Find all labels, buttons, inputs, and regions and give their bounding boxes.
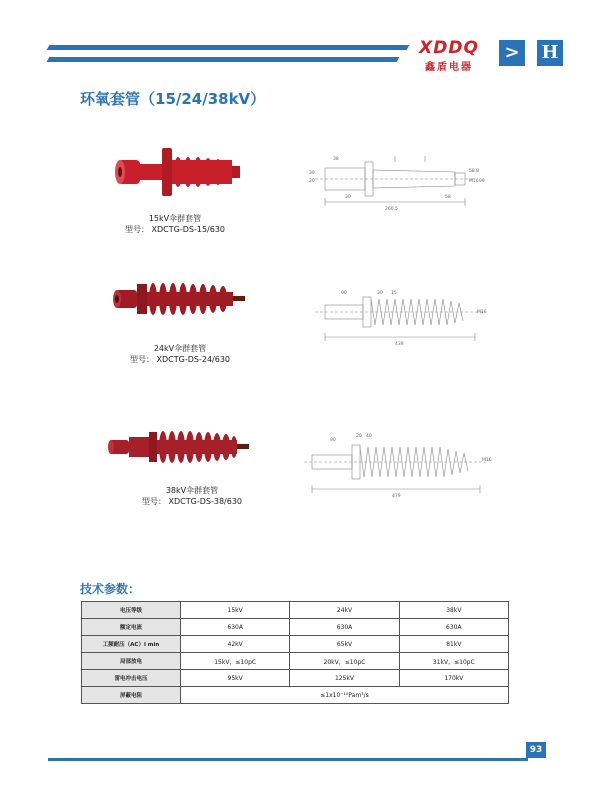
dim-label: 260.5 (385, 207, 398, 212)
table-cell: ≤1x10⁻¹⁰Pam³/s (181, 687, 509, 704)
table-cell: 630A (290, 619, 399, 636)
brand-logo: XDDQ (419, 38, 479, 58)
bushing-24kv-drawing (305, 285, 495, 350)
row-label: 额定电流 (82, 619, 181, 636)
bushing-15kv-drawing (305, 150, 495, 215)
row-label: 雷电冲击电压 (82, 670, 181, 687)
bushing-15kv-name: 15kV伞群套管 (148, 214, 202, 223)
dim-label: 39 (309, 171, 315, 176)
bushing-38kv-image (105, 410, 255, 485)
table-row (82, 687, 509, 704)
table-cell: 630A (181, 619, 290, 636)
dim-label: 58.8 (469, 169, 480, 174)
header-stripe-bottom (47, 57, 400, 62)
dim-label: 20 (356, 434, 362, 439)
table-cell: 95kV (181, 670, 290, 687)
table-cell: 38kV (399, 602, 508, 619)
dim-label: 439 (395, 342, 404, 347)
table-cell: 170kV (399, 670, 508, 687)
table-row (82, 670, 509, 687)
dim-label: 90 (341, 291, 347, 296)
bushing-15kv-model: 型号： XDCTG-DS-15/630 (124, 225, 225, 234)
bushing-38kv-name: 38kV伞群套管 (165, 486, 219, 495)
table-cell: 15kV，≤10pC (181, 653, 290, 670)
dim-label: M16 (482, 458, 492, 463)
dim-label: 30 (377, 291, 383, 296)
bushing-24kv-image (105, 270, 255, 330)
table-row (82, 602, 509, 619)
dim-label: 99 (479, 179, 485, 184)
dim-label: 38 (333, 157, 339, 162)
table-cell: 42kV (181, 636, 290, 653)
row-label: 工频耐压（AC）l min (82, 636, 181, 653)
table-row (82, 619, 509, 636)
next-arrow-icon[interactable]: > (499, 40, 525, 66)
dim-label: 30 (345, 195, 351, 200)
dim-label: M16 (469, 179, 479, 184)
header-stripe-top (47, 45, 410, 50)
dim-label: 58 (445, 195, 451, 200)
dim-label: 20 (309, 179, 315, 184)
section-letter-badge: H (537, 40, 563, 66)
page-title: 环氧套管（15/24/38kV） (80, 90, 266, 108)
dim-label: M16 (477, 310, 487, 315)
row-label: 局部放电 (82, 653, 181, 670)
spec-table (81, 601, 509, 704)
page-number: 93 (526, 742, 546, 758)
bushing-24kv-name: 24kV伞群套管 (153, 344, 207, 353)
spec-title: 技术参数： (80, 582, 141, 596)
table-cell: 20kV，≤10pC (290, 653, 399, 670)
dim-label: 40 (366, 434, 372, 439)
table-cell: 630A (399, 619, 508, 636)
bushing-15kv-image (110, 140, 260, 205)
row-label: 屏蔽电阻 (82, 687, 181, 704)
bushing-24kv-model: 型号： XDCTG-DS-24/630 (129, 355, 230, 364)
table-cell: 81kV (399, 636, 508, 653)
row-label: 电压等级 (82, 602, 181, 619)
table-row (82, 653, 509, 670)
table-cell: 15kV (181, 602, 290, 619)
bushing-38kv-model: 型号： XDCTG-DS-38/630 (141, 497, 242, 506)
footer-line (48, 758, 528, 761)
dim-label: 15 (391, 291, 397, 296)
dim-label: 90 (330, 438, 336, 443)
table-row (82, 636, 509, 653)
table-cell: 31kV，≤10pC (399, 653, 508, 670)
table-cell: 65kV (290, 636, 399, 653)
brand-name: 鑫盾电器 (425, 62, 473, 73)
table-cell: 24kV (290, 602, 399, 619)
dim-label: 479 (392, 494, 401, 499)
bushing-38kv-drawing (300, 425, 495, 500)
table-cell: 125kV (290, 670, 399, 687)
